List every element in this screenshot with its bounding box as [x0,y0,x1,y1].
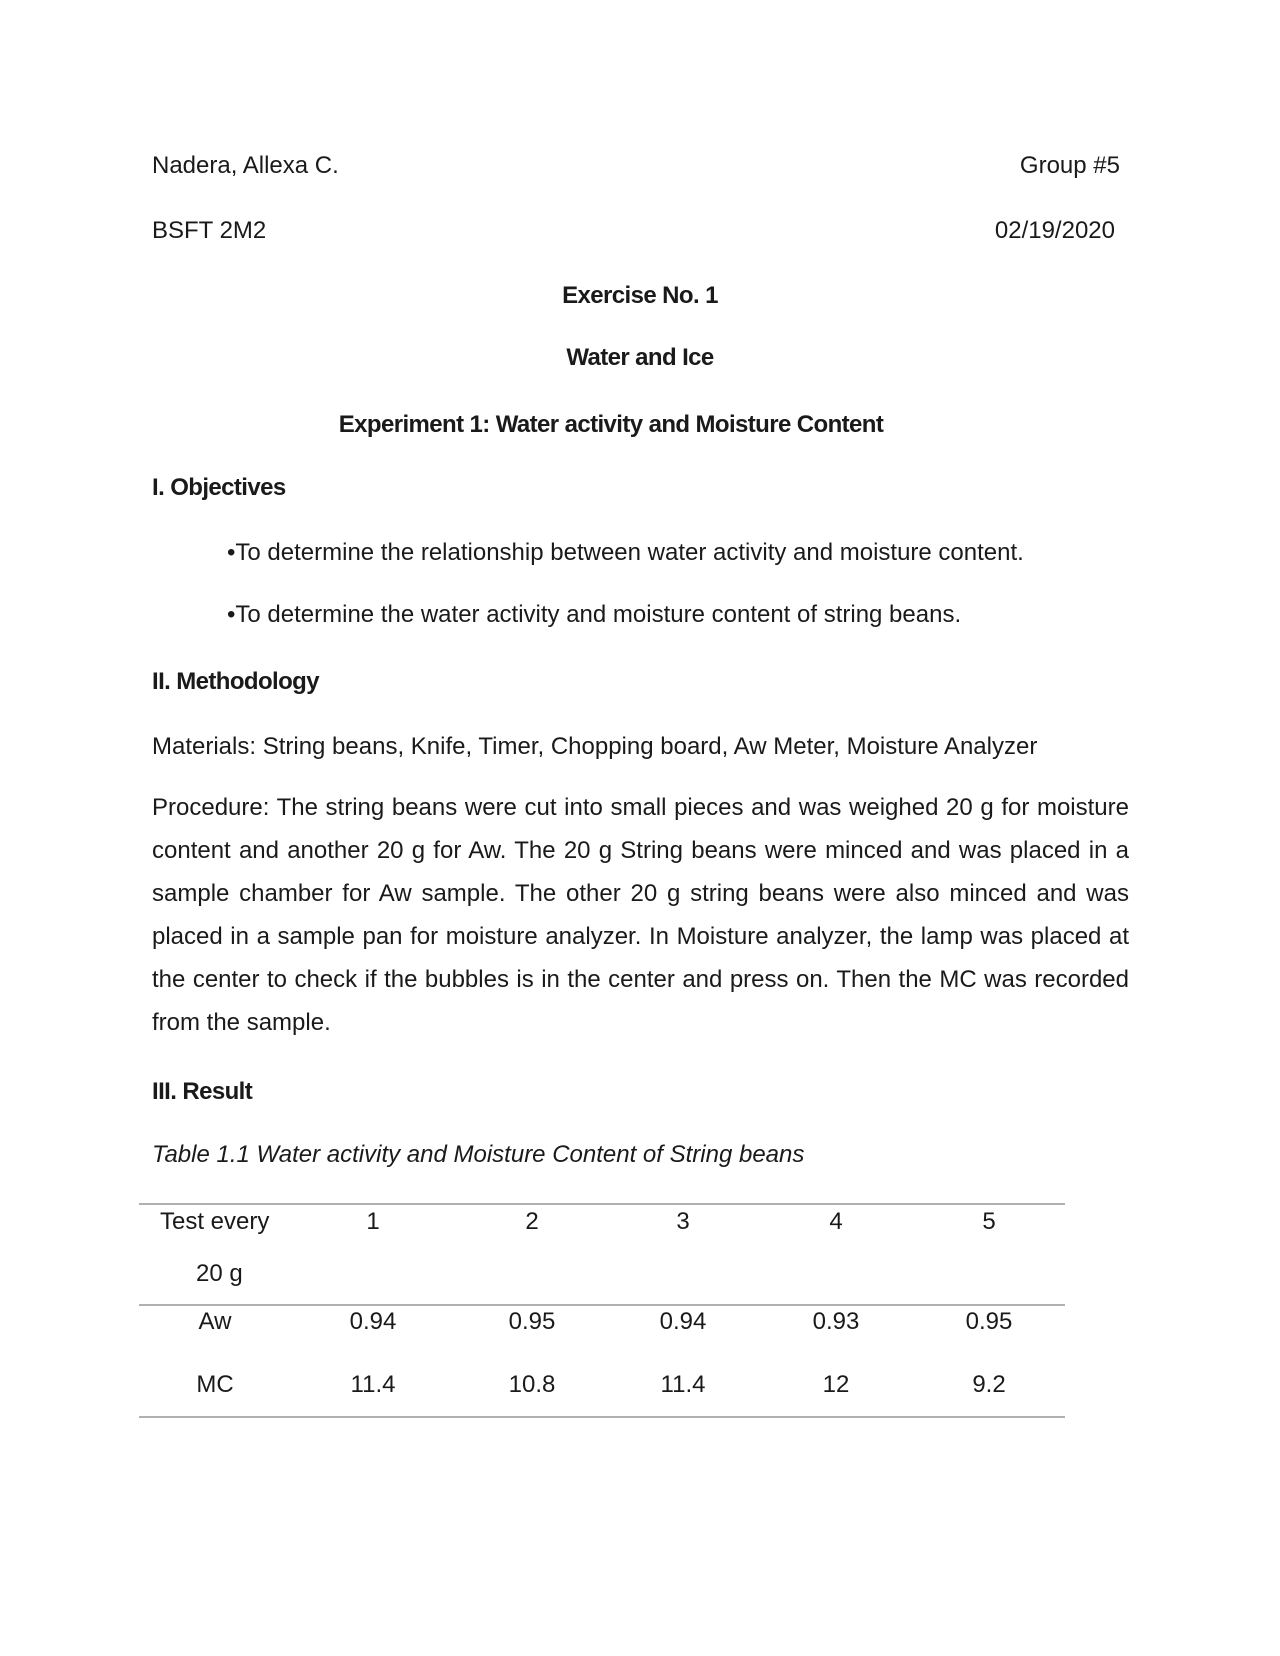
table-bottom-rule [139,1416,1065,1418]
header-label-line1: Test every [160,1208,270,1235]
column-header: 2 [525,1208,539,1235]
experiment-title: Experiment 1: Water activity and Moisture Content [338,411,884,438]
procedure-text: Procedure: The string beans were cut into small pieces and was weighed 20 g for moisture content and another 20 g for Aw. The 20 g String beans were minced and was placed in a sample chamber for Aw sample. The other 20 g string beans were also minced and was placed in a sample pan for moisture analyzer. In Moisture analyzer, the lamp was placed at the center to check if the bubbles is in the center and press on. Then the MC was recorded from the sample. [152,794,1129,1036]
table-cell: 11.4 [660,1371,706,1398]
table-header-rule [139,1304,1065,1306]
column-header: 3 [676,1208,690,1235]
table-cell: 10.8 [508,1371,556,1398]
result-heading: III. Result [152,1078,253,1105]
table-cell: 12 [822,1371,850,1398]
table-cell: 0.93 [812,1308,860,1335]
objective-item: •To determine the water activity and moisture content of string beans. [227,601,962,628]
topic-title: Water and Ice [566,344,714,371]
methodology-heading: II. Methodology [152,668,319,695]
exercise-title: Exercise No. 1 [562,282,718,309]
table-cell: 11.4 [350,1371,396,1398]
header-label-line2: 20 g [196,1260,243,1287]
student-name: Nadera, Allexa C. [152,152,339,179]
row-label: MC [196,1371,234,1398]
report-date: 02/19/2020 [994,217,1115,244]
group-number: Group #5 [1019,152,1120,179]
column-header: 1 [366,1208,380,1235]
objectives-heading: I. Objectives [152,474,286,501]
section-code: BSFT 2M2 [152,217,267,244]
table-top-rule [139,1203,1065,1205]
table-cell: 0.95 [965,1308,1013,1335]
table-caption: Table 1.1 Water activity and Moisture Content of String beans [152,1141,805,1168]
row-label: Aw [198,1308,232,1335]
table-cell: 9.2 [972,1371,1006,1398]
materials-text: Materials: String beans, Knife, Timer, Chopping board, Aw Meter, Moisture Analyzer [152,733,1038,760]
table-cell: 0.95 [508,1308,556,1335]
table-cell: 0.94 [659,1308,707,1335]
table-cell: 0.94 [349,1308,397,1335]
column-header: 5 [982,1208,996,1235]
objective-item: •To determine the relationship between water activity and moisture content. [227,539,1024,566]
column-header: 4 [829,1208,843,1235]
